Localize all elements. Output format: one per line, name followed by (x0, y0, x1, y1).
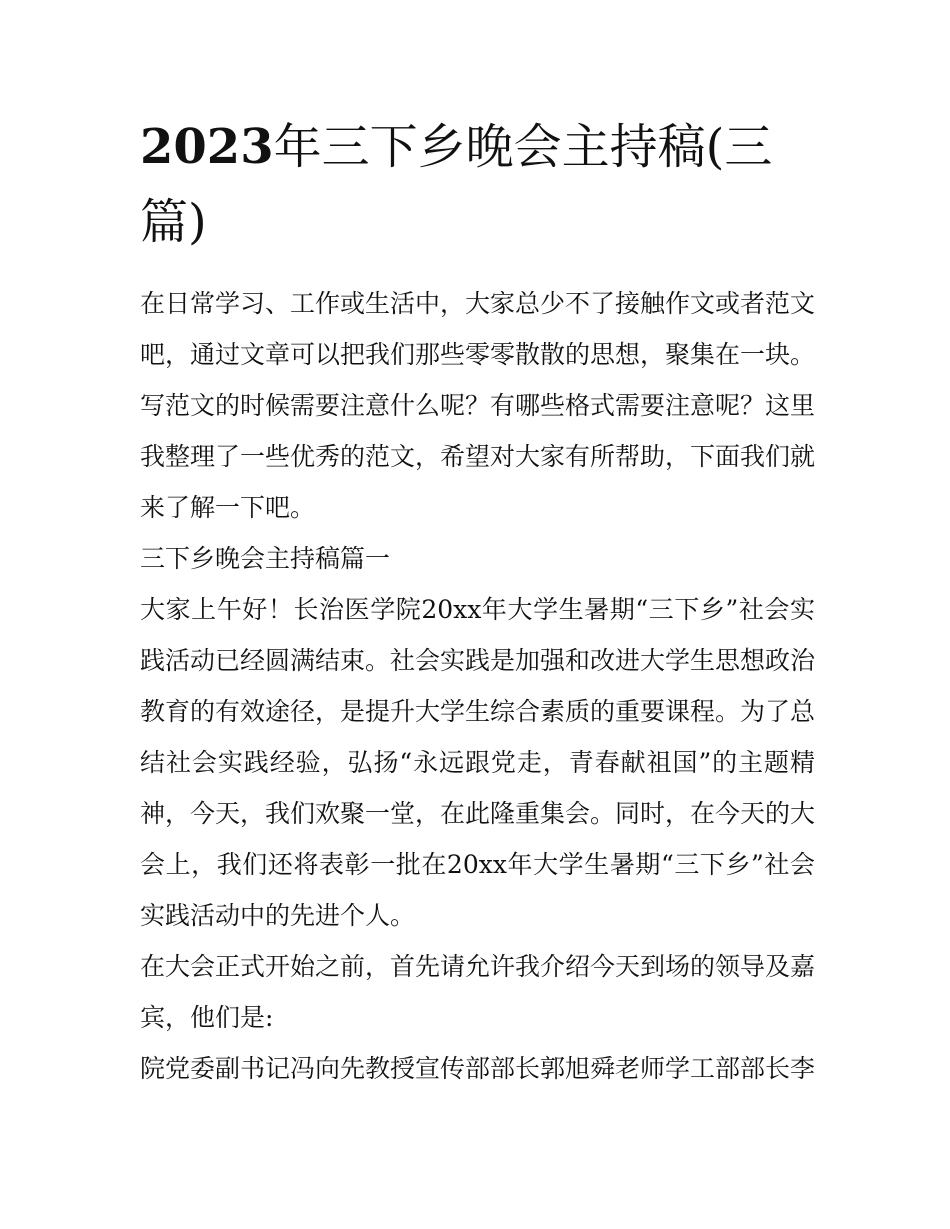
title-text: 年三下乡晚会主持稿(三篇) (140, 119, 773, 250)
section-heading: 三下乡晚会主持稿篇一 (140, 544, 391, 573)
document-body (140, 110, 815, 1094)
body-paragraph: 在大会正式开始之前，首先请允许我介绍今天到场的领导及嘉宾，他们是: (140, 952, 816, 1032)
title-year: 2023 (140, 119, 274, 175)
body-paragraph: 大家上午好！长治医学院20xx年大学生暑期“三下乡”社会实践活动已经圆满结束。社会实践是加强和改进大学生思想政治教育的有效途径，是提升大学生综合素质的重要课程。为了总结社会实践经验，弘扬“永远跟党走，青春献祖国”的主题精神，今天，我们欢聚一堂，在此隆重集会。同时，在今天的大会上，我们还将表彰一批在20xx年大学生暑期“三下乡”社会实践活动中的先进个人。 (140, 595, 816, 930)
document-title (140, 110, 815, 260)
body-paragraph: 院党委副书记冯向先教授宣传部部长郭旭舜老师学工部部长李 (140, 1054, 816, 1083)
intro-paragraph: 在日常学习、工作或生活中，大家总少不了接触作文或者范文吧，通过文章可以把我们那些零零散散的思想，聚集在一块。写范文的时候需要注意什么呢？有哪些格式需要注意呢？这里我整理了一些优秀的范文，希望对大家有所帮助，下面我们就来了解一下吧。 (140, 289, 816, 522)
